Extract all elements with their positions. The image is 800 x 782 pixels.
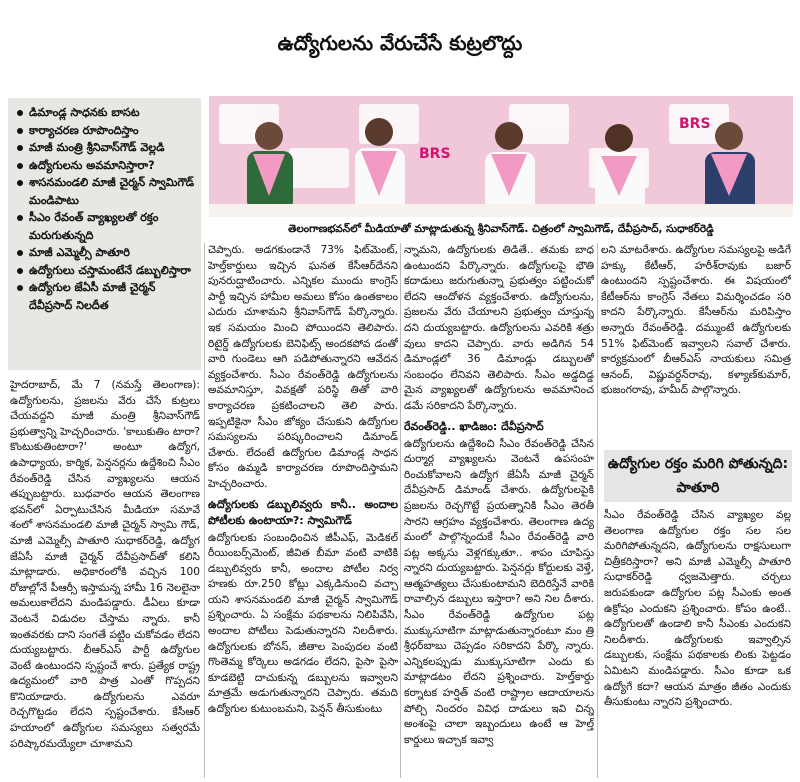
highlight-item: మాజీ మంత్రి శ్రీనివాస్‌గౌడ్ వెల్లడి [16,139,195,157]
highlight-item: ఉద్యోగుల జేఏసీ మాజీ చైర్మన్ దేవీప్రసాద్ నిలదీత [16,279,195,314]
sidebar-heading-box: ఉద్యోగుల రక్తం మరిగి పోతున్నది: పాతూరి [604,450,792,502]
headline: ఉద్యోగులను వేరుచేసే కుట్రలొద్దు [277,30,523,55]
subheading-deviprasad: రేవంత్‌రెడ్డి.. ఖాడిజం: దేవీప్రసాద్ [404,419,544,433]
photo-illustration [209,96,793,217]
highlight-item: మాజీ ఎమ్మెల్సీ పాతూరి [16,244,195,262]
article-column-3: న్నామని, ఉద్యోగులకు తిడితే.. తమకు బాధ ఉంటుందని పేర్కొన్నారు. ఉద్యోగులపై భౌతి కదాడులు జరుగుతున్నా ప్రభుత్వం పట్టించుకో లేదని ఆందోళన వ్యక్తంచేశారు. ఉద్యోగులను, ప్రజలను వేరు చేయాలని ప్రభుత్వం చూస్తున్న దని దుయ్యబట్టారు. ఉద్యోగులను ఎవరికి శత్రు వులు కాదని చెప్పారు. వారు అడిగిన 54 డిమాండ్లలో 36 డిమాండ్లు డబ్బులతో సంబంధం లేనివని తెలిపారు. సీఎం అడ్డదిడ్డ మైన వ్యాఖ్యలతో ఉద్యోగులను అవమానించ డమే సరికాదని పేర్కొన్నారు. రేవంత్‌రెడ్డి.. ఖాడిజం: దేవీప్రసాద్ ఉద్యోగులను ఉద్దేశించి సీఎం రేవంత్‌రెడ్డి చేసిన దుర్మార్గ వ్యాఖ్యలను వెంటనే ఉపసంహ రించుకోవాలని ఉద్యోగ జేఏసీ మాజీ చైర్మన్ దేవీప్రసాద్ డిమాండ్ చేశారు. ఉద్యోగులపైకి ప్రజలను రెచ్చగొట్టే ప్రయత్నానికి సీఎం తెరతీ సారని ఆగ్రహం వ్యక్తంచేశారు. తెలంగాణ ఉద్య మంలో పాల్గొన్నందుకే సీఎం రేవంత్‌రెడ్డి వారి పట్ల అక్కసు వెళ్లగక్కుతూ.. శాపం చూపిస్తు న్నారని దుయ్యబట్టారు. పెన్షనర్లు కోర్టులకు వెళ్తే, ఆత్మహత్యలు చేసుకుంటామని బెదిరిస్తేనే వారికి రావాల్సిన డబ్బులు ఇస్తారా? అని నిల దీశారు. సీఎం రేవంత్‌రెడ్డి ఉద్యోగుల పట్ల ముక్కుసూటిగా మాట్లాడుతున్నారంటూ మం త్రి శ్రీధర్‌బాబు చెప్పడం సరికాదని పేర్కొ న్నారు. ఎన్నికలప్పుడు ముక్కుసూటిగా ఎందు కు మాట్లాడటం లేదని ప్రశ్నించారు. హెల్త్‌కార్డు కర్నాటక హర్షిత్ వంటి రాష్ట్రాల ఆదాయాలను పోల్చి నిందరం వివిధ దాడులు ఇవి చిన్న అంశంపై చాలా ఇబ్బందులు ఉంటే ఆ హెల్త్ కార్డులు ఇచ్చాక ఇవ్వా [404,244,594,746]
highlight-item: ఉద్యోగులు చస్తామంటేనే డబ్బులిస్తారా [16,262,195,280]
article-column-1: హైదరాబాద్, మే 7 (నమస్తే తెలంగాణ): ఉద్యోగులను, ప్రజలను వేరు చేసే కుట్రలు చేయవద్దని మాజీ మంత్రి శ్రీనివాస్‌గౌడ్ ప్రభుత్వాన్ని హెచ్చరించారు. 'కాలుకుతిం టారా? కొంటుకుతింటారా?' అంటూ ఉద్యోగ, ఉపాధ్యాయ, కార్మిక, పెన్షనర్లను ఉద్దేశించి సీఎం రేవంత్‌రెడ్డి చేసిన వ్యాఖ్యలను ఆయన తప్పుబట్టారు. బుధవారం ఆయన తెలంగాణ భవన్‌లో ఏర్పాటుచేసిన మీడియా సమావే శంలో శాసనమండలి మాజీ చైర్మన్ స్వామి గౌడ్, మాజీ ఎమ్మెల్సీ పాతూరి సుధాకర్‌రెడ్డి, ఉద్యోగ జేఏసీ మాజీ చైర్మన్ దేవీప్రసాద్‌తో కలిసి మాట్లాడారు. అధికారంలోకి వచ్చిన 100 రోజుల్లోనే పీఆర్సీ ఇస్తామన్న హామీ 16 నెలలైనా అమలుకాలేదని మండిపడ్డారు. డీఏలు కూడా వెంటనే విడుదల చేస్తామ న్నారు. కానీ ఇంతవరకు దాని సంగతే పట్టిం చుకోవడం లేదని దుయ్యబట్టారు. బీఆర్‌ఎస్ పార్టీ ఉద్యోగుల వెంటే ఉంటుందని స్పష్టంచే శారు. ప్రత్యేక రాష్ట్ర ఉద్యమంలో వారి పాత్ర ఎంతో గొప్పదని కొనియాడారు. ఉద్యోగులను ఎవరూ రెచ్చగొట్టడం లేదని స్పష్టంచేశారు. కేసీఆర్ హయాంలో ఉద్యోగుల సమస్యలు సత్వరమే పరిష్కారమయ్యేలా చూశామని [10,379,200,750]
brs-logo-2: BRS [679,116,711,132]
column-divider [400,243,401,778]
press-meet-photo [209,96,793,217]
highlight-item: ఉద్యోగులను అవమానిస్తారా? [16,157,195,175]
article-column-5: సీఎం రేవంత్‌రెడ్డి చేసిన వ్యాఖ్యల వల్ల తెలంగాణ ఉద్యోగుల రక్తం సల సల మరిగిపోతున్నదని, ఉద్యోగులను రాక్షసులుగా చిత్రీకరిస్తారా? అని మాజీ ఎమ్మెల్సీ పాతూరి సుధాకర్‌రెడ్డి ధ్వజమెత్తారు. చర్చలు జరుపకుండా ఉద్యోగుల పట్ల సీఎంకు అంత ఉక్రోషం ఎందుకని ప్రశ్నించారు. కోపం ఉంటే.. ఉద్యోగులతో ఉండాలి కానీ సీఎంకు ఎందుకని నిలదీశారు. ఉద్యోగులకు ఇవ్వాల్సిన డబ్బులకు, సంక్షేమ పథకాలకు లింకు పెట్టడం ఏమిటని మండిపడ్డారు. సీఎం కూడా ఒక ఉద్యోగే కదా? ఆయన మాత్రం జీతం ఎందుకు తీసుకుంటు న్నారని ప్రశ్నించారు. [604,509,791,709]
article-column-4: లని మాటరేశారు. ఉద్యోగుల సమస్యలపై అడిగే హక్కు కేటీఆర్, హరీశ్‌రావుకు బజార్ ఉంటుందని స్పష్టంచేశారు. ఈ విషయంలో కేటీఆర్‌ను కాంగ్రెస్ నేతలు విమర్శించడం సరి కాదని పేర్కొన్నారు. కేసీఆర్‌ను మరిపిస్తాం అన్నారు రేవంత్‌రెడ్డి. దమ్ముంటే ఉద్యోగులకు 51% ఫిట్‌మెంట్ ఇవ్వాలని సవాల్ చేశారు. కార్యక్రమంలో బీఆర్‌ఎస్ నాయకులు సమిత్ర ఆనంద్, విష్ణువర్ధన్‌రావు, కళ్యాణ్‌కుమార్, భుజంగరావు, హమీద్ పాల్గొన్నారు. [601,244,791,397]
highlights-list [16,104,195,314]
column-divider [597,243,598,778]
article-column-2: చెప్పారు. అడగకుండానే 73% ఫిట్‌మెంట్, హెల్త్‌కార్డులు ఇచ్చిన ఘనత కేసీఆర్‌దేనని పునరుద్ఘాటించారు. ఎన్నికల ముందు కాంగ్రెస్ పార్టీ ఇచ్చిన హామీల అమలు కోసం ఉంతకాలం ఎదురు చూశామని శ్రీనివాస్‌గౌడ్ పేర్కొన్నారు. ఇక సమయం మించి పోయిందని తెలిపారు. రిటైర్డ్ ఉద్యోగులకు బెనిఫిట్స్ అందకపోవ డంతో వారి గుండెలు ఆగి పడిపోతున్నారని ఆవేదన వ్యక్తంచేశారు. సీఎం రేవంత్‌రెడ్డి ఉద్యోగులను అవమానిస్తూ, వివక్షతో పరిస్థి తితో వారి కార్యాచరణ ప్రకటించాలని తెలి పారు. ఇప్పటికైనా సీఎం జోక్యం చేసుకుని ఉద్యోగుల సమస్యలను పరిష్కరించాలని డిమాండ్ చేశారు. లేదంటే ఉద్యోగుల డిమాండ్ల సాధన కోసం ఉమ్మడి కార్యాచరణ రూపొందిస్తామని హెచ్చరించారు. ఉద్యోగులకు డబ్బులివ్వరు కానీ.. అందాల పోటీలకు ఉంటాయా?: స్వామిగౌడ్ ఉద్యోగులకు సంబంధించిన జీపీఎఫ్, మెడికల్ రీయింబర్స్‌మెంట్, జీవిత బీమా వంటి వాటికి డబ్బులివ్వరు కానీ, అందాల పోటీల నిర్వ హణకు రూ.250 కోట్లు ఎక్కడినుంచి వచ్చా యని శాసనమండలి మాజీ చైర్మన్ స్వామిగౌడ్ ప్రశ్నించారు. ఏ సంక్షేమ పథకాలను నిలిపివేసి, అందాల పోటీలు పెడుతున్నారని నిలదీశారు. ఉద్యోగులకు బోనస్, జీతాల పెంపుదల వంటి గొంతెమ్మ కోర్కెలు అడగడం లేదని, పైసా పైసా కూడబెట్టి దాచుకున్న డబ్బులను ఇవ్వాలని మాత్రమే అడుగుతున్నారని చెప్పారు. తమది ఉద్యోగుల కుటుంబమని, పెన్షన్ తీసుకుంటు [208,244,398,716]
highlight-item: డిమాండ్ల సాధనకు బాసట [16,104,195,122]
highlight-item: సీఎం రేవంత్ వ్యాఖ్యలతో రక్తం మరుగుతున్నది [16,209,195,244]
brs-logo-1: BRS [419,146,451,162]
photo-caption: తెలంగాణభవన్‌లో మీడియాతో మాట్లాడుతున్న శ్రీనివాస్‌గౌడ్. చిత్రంలో స్వామిగౌడ్, దేవీప్రసాద్, సుధాకర్‌రెడ్డి [288,223,714,235]
highlights-box [8,98,201,370]
column-divider [204,243,205,778]
subheading-swamigoud: ఉద్యోగులకు డబ్బులివ్వరు కానీ.. అందాల పోటీలకు ఉంటాయా?: స్వామిగౌడ్ [208,497,398,527]
highlight-item: కార్యాచరణ రూపొందిస్తాం [16,122,195,140]
highlight-item: శాసనమండలి మాజీ చైర్మన్ స్వామిగౌడ్ మండిపాటు [16,174,195,209]
